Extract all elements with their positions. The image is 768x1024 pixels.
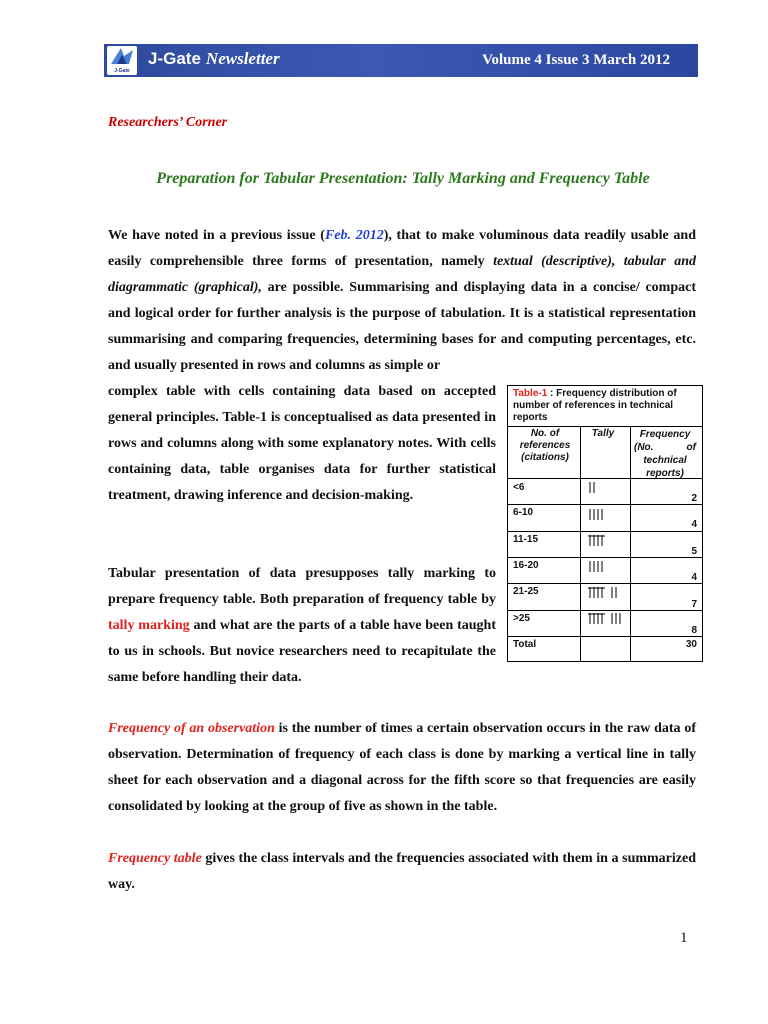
frequency-cell: 5 (691, 546, 697, 557)
total-value: 30 (685, 639, 697, 650)
table-divider (508, 504, 702, 505)
table-caption-text: : Frequency distribution of number of references in technical reports (513, 388, 677, 423)
j-gate-logo (107, 46, 137, 75)
class-cell: >25 (513, 613, 530, 624)
header-frequency-row (634, 441, 696, 454)
brand-newsletter: Newsletter (205, 49, 280, 68)
class-cell: <6 (513, 482, 525, 493)
tally-cell (588, 559, 628, 576)
paragraph-frequency-table (108, 846, 696, 898)
class-cell: 21-25 (513, 586, 539, 597)
p3-text-b: and what are the parts of a table have been taught to us in schools. But novice researchers need to recapitulate the same before handling their data. (108, 618, 496, 685)
header-frequency-d: technical reports) (643, 455, 687, 479)
logo-mark-icon (107, 46, 137, 68)
table-label: Table-1 (513, 388, 548, 399)
frequency-cell: 4 (691, 519, 697, 530)
brand-name: J-Gate (148, 49, 201, 68)
tally-marks-icon (588, 533, 628, 547)
p5-text: gives the class intervals and the frequencies associated with them in a summarized way. (108, 851, 696, 892)
tally-cell (588, 507, 628, 524)
paragraph-tally (108, 561, 496, 691)
table-divider (508, 531, 702, 532)
header-tally: Tally (591, 428, 615, 439)
p4-text: is the number of times a certain observation occurs in the raw data of observation. Determination of frequency of each class is done by marking a vertical line in tally sheet for each observation and a diagonal across for the fifth score so that frequencies are easily consolidated by looking at the group of five as shown in the table. (108, 721, 696, 814)
tally-cell (588, 585, 628, 602)
class-cell: 16-20 (513, 560, 539, 571)
brand-title (148, 49, 280, 69)
term-frequency-observation: Frequency of an observation (108, 721, 275, 736)
tally-cell (588, 611, 628, 628)
table-divider (508, 557, 702, 558)
tally-marks-icon (588, 611, 628, 625)
tally-marks-icon (588, 585, 628, 599)
p1-text-b: ), that to make voluminous data readily usable and easily comprehensible three forms of presentation, namely (108, 228, 696, 269)
tally-cell (588, 533, 628, 550)
p1-text-a: We have noted in a previous issue ( (108, 228, 325, 243)
tally-marks-icon (588, 559, 628, 573)
table-divider (580, 426, 581, 661)
paragraph-table-desc: complex table with cells containing data based on accepted general principles. Table-1 is conceptualised as data presented in rows and columns along with some explanatory notes. With cells containing data, table organises data for further statistical treatment, drawing inference and decision-making. (108, 384, 496, 503)
p3-text-a: Tabular presentation of data presupposes tally marking to prepare frequency table. Both preparation of frequency table by (108, 566, 496, 607)
table-divider (508, 636, 702, 637)
paragraph-frequency-observation (108, 716, 696, 820)
page-number: 1 (680, 930, 688, 946)
table-divider (630, 426, 631, 661)
article-title: Preparation for Tabular Presentation: Tally Marking and Frequency Table (156, 170, 650, 187)
table-divider (508, 426, 702, 427)
frequency-table (507, 385, 703, 662)
header-references: No. of references (citations) (519, 428, 571, 463)
total-label: Total (513, 639, 537, 650)
header-frequency-a: Frequency (639, 429, 691, 440)
frequency-cell: 4 (691, 572, 697, 583)
p1-text-d: are possible. Summarising and displaying data in a concise/ compact and logical order for further analysis is the purpose of tabulation. It is a statistical representation summarising and comparing frequencies, determining bases for and computing percentages, etc. and usually presented in rows and columns as simple or (108, 280, 696, 373)
frequency-cell: 8 (691, 625, 697, 636)
frequency-cell: 2 (691, 493, 697, 504)
p1-forms: textual (descriptive), tabular and diagrammatic (graphical), (108, 254, 696, 295)
class-cell: 11-15 (513, 534, 539, 545)
frequency-cell: 7 (691, 599, 697, 610)
table-divider (508, 478, 702, 479)
header-frequency-c: of (686, 442, 696, 453)
table-divider (508, 583, 702, 584)
header-frequency (634, 428, 696, 480)
term-frequency-table: Frequency table (108, 851, 202, 866)
tally-cell (588, 480, 628, 497)
newsletter-banner (104, 44, 698, 77)
tally-marks-icon (588, 507, 628, 521)
tally-marks-icon (588, 480, 628, 494)
paragraph-intro (108, 223, 696, 379)
section-label: Researchers’ Corner (108, 115, 228, 130)
tally-marking-highlight: tally marking (108, 618, 190, 633)
logo-text: J-Gate (114, 68, 130, 74)
header-frequency-b: (No. (634, 442, 654, 453)
class-cell: 6-10 (513, 507, 534, 518)
issue-info: Volume 4 Issue 3 March 2012 (482, 52, 670, 68)
feb-2012-link[interactable]: Feb. 2012 (324, 228, 384, 243)
table-caption (513, 388, 699, 424)
